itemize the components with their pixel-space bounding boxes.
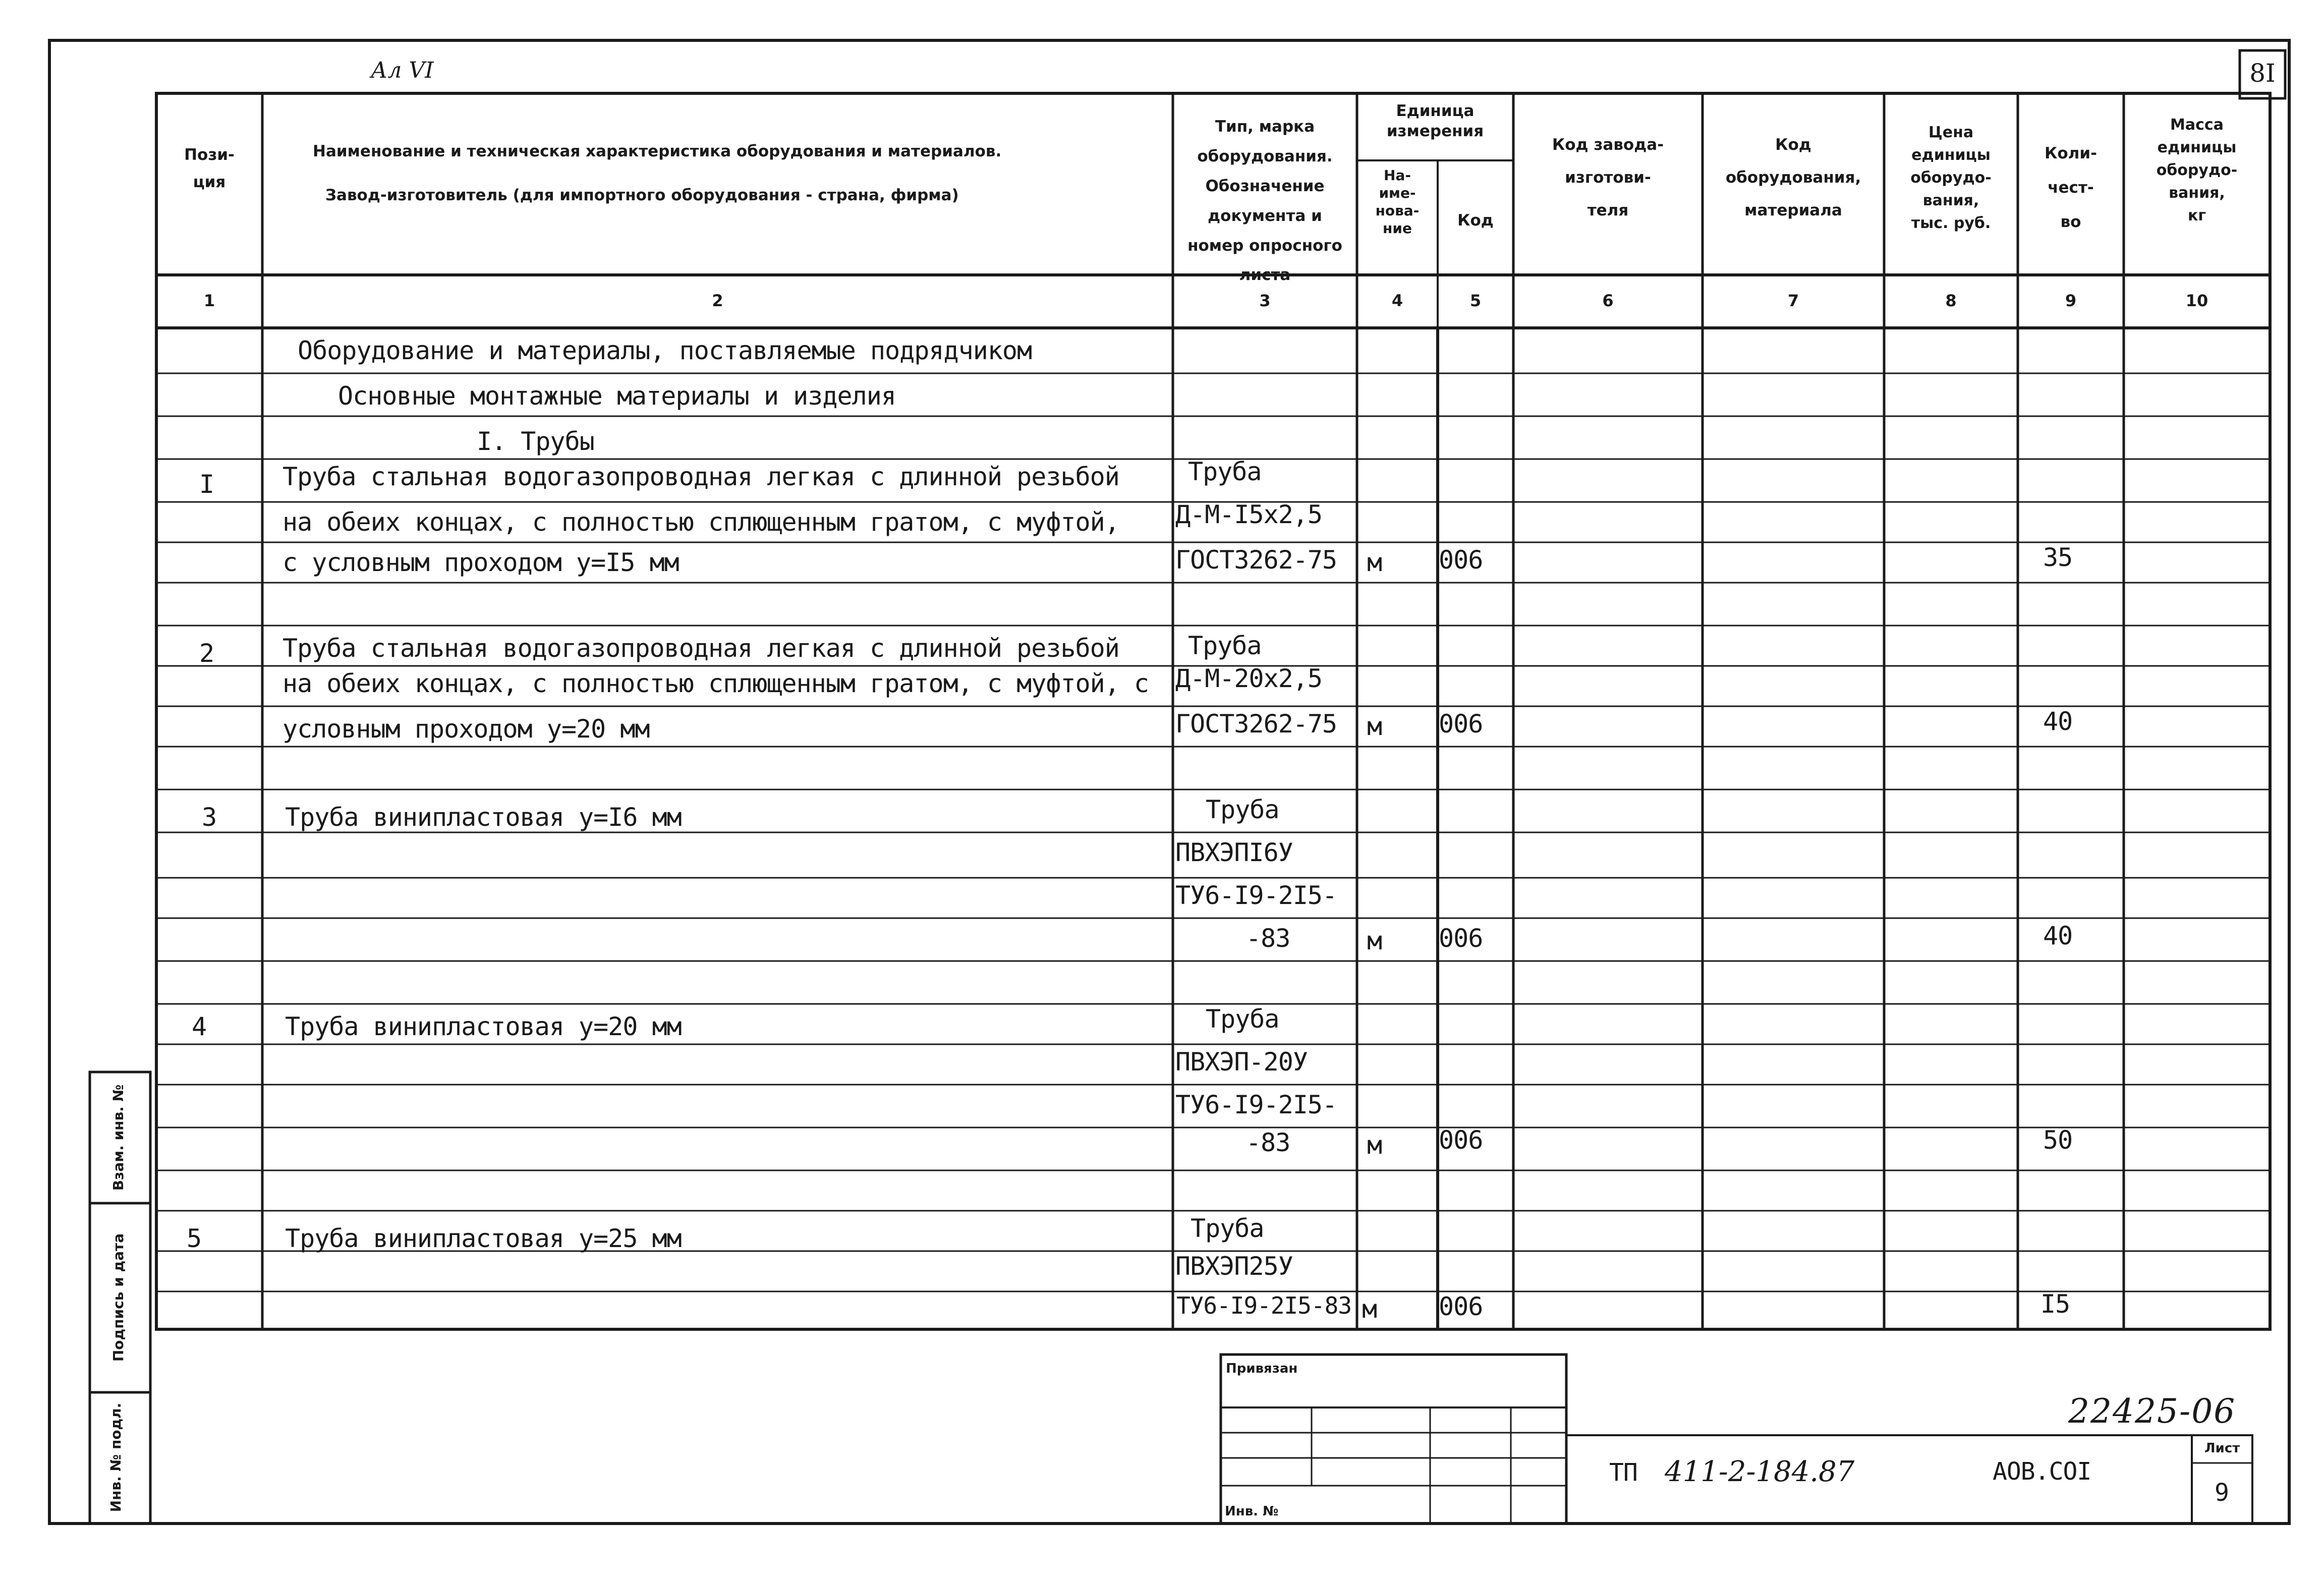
item-description: на обеих концах, с полностью сплющенным гратом, с муфтой, bbox=[282, 507, 1119, 537]
item-type: ГОСТ3262-75 bbox=[1175, 545, 1337, 575]
item-quantity: 50 bbox=[2043, 1125, 2073, 1155]
stamp-sheet-number: 9 bbox=[2215, 1479, 2229, 1507]
item-unit: м bbox=[1367, 712, 1382, 741]
item-quantity: 35 bbox=[2043, 543, 2073, 572]
item-description: Труба винипластовая у=20 мм bbox=[285, 1012, 682, 1041]
column-number: 10 bbox=[2185, 291, 2208, 310]
column-number: 7 bbox=[1787, 291, 1799, 310]
item-type: ПВХЭПI6У bbox=[1175, 838, 1293, 867]
item-description: Труба стальная водогазопроводная легкая с длинной резьбой bbox=[282, 462, 1119, 491]
item-unit-code: 006 bbox=[1439, 709, 1483, 739]
column-number: 8 bbox=[1945, 291, 1957, 310]
item-unit-code: 006 bbox=[1439, 1125, 1483, 1155]
item-quantity: 40 bbox=[2043, 707, 2073, 736]
stamp-project-number: 411-2-184.87 bbox=[1665, 1455, 1855, 1488]
item-type: Труба bbox=[1188, 457, 1262, 486]
item-type: ТУ6-I9-2I5- bbox=[1175, 1090, 1337, 1119]
section-subtitle: Основные монтажные материалы и изделия bbox=[338, 381, 896, 411]
header-type: Тип, марка оборудования. Обозначение документа и номер опросного листа bbox=[1187, 118, 1342, 285]
column-number: 5 bbox=[1469, 291, 1482, 310]
stamp-tp-label: ТП bbox=[1609, 1458, 1637, 1487]
album-mark: Ал VI bbox=[371, 58, 434, 83]
side-stamp-signature-date: Подпись и дата bbox=[110, 1233, 127, 1362]
column-number: 4 bbox=[1391, 291, 1403, 310]
header-equipment-code: Код оборудования, материала bbox=[1725, 136, 1861, 220]
header-position: Пози- ция bbox=[184, 146, 235, 192]
stamp-sheet-label: Лист bbox=[2204, 1441, 2240, 1456]
item-unit-code: 006 bbox=[1439, 545, 1483, 575]
header-unit: Единица измерения bbox=[1386, 102, 1484, 141]
column-number: 9 bbox=[2065, 291, 2077, 310]
item-type: ПВХЭП25У bbox=[1175, 1252, 1293, 1281]
header-unit-code: Код bbox=[1457, 211, 1494, 230]
item-unit-code: 006 bbox=[1439, 1292, 1483, 1321]
column-number: 6 bbox=[1602, 291, 1614, 310]
item-position: 5 bbox=[187, 1224, 202, 1253]
header-unit-name: На- име- нова- ние bbox=[1375, 167, 1420, 237]
item-description: Труба винипластовая у=25 мм bbox=[285, 1224, 682, 1253]
header-mass: Масса единицы оборудо- вания, кг bbox=[2156, 116, 2238, 224]
item-position: I bbox=[199, 470, 214, 499]
column-number: 1 bbox=[203, 291, 215, 310]
section-heading-pipes: I. Трубы bbox=[477, 427, 594, 456]
handwritten-registration-number: 22425-06 bbox=[2068, 1392, 2236, 1431]
stamp-inventory-label: Инв. № bbox=[1225, 1504, 1279, 1519]
header-quantity: Коли- чест- во bbox=[2045, 144, 2097, 232]
item-position: 3 bbox=[202, 803, 217, 832]
item-unit-code: 006 bbox=[1439, 924, 1483, 953]
item-unit: м bbox=[1367, 926, 1382, 955]
item-type: Д-М-20x2,5 bbox=[1175, 664, 1323, 693]
item-unit: м bbox=[1362, 1294, 1377, 1324]
side-stamp-replacement-inventory: Взам. инв. № bbox=[110, 1084, 127, 1191]
item-type: ГОСТ3262-75 bbox=[1175, 709, 1337, 739]
item-type: Д-М-I5x2,5 bbox=[1175, 500, 1323, 529]
item-description: с условным проходом у=I5 мм bbox=[282, 548, 679, 577]
item-type: -83 bbox=[1246, 924, 1290, 953]
item-quantity: 40 bbox=[2043, 921, 2073, 950]
item-description: на обеих концах, с полностью сплющенным гратом, с муфтой, с bbox=[282, 669, 1149, 698]
item-position: 4 bbox=[192, 1012, 207, 1041]
header-price: Цена единицы оборудо- вания, тыс. руб. bbox=[1910, 124, 1992, 232]
section-title: Оборудование и материалы, поставляемые подрядчиком bbox=[298, 336, 1032, 365]
item-unit: м bbox=[1367, 548, 1382, 577]
stamp-document-code: АОВ.СОI bbox=[1993, 1457, 2091, 1486]
header-factory-code: Код завода- изготови- теля bbox=[1552, 136, 1664, 220]
header-name-line2: Завод-изготовитель (для импортного оборудования - страна, фирма) bbox=[325, 186, 959, 204]
corner-sheet-number: 8I bbox=[2249, 59, 2276, 88]
column-number: 3 bbox=[1259, 291, 1271, 310]
column-number: 2 bbox=[712, 291, 723, 310]
header-name-line1: Наименование и техническая характеристика оборудования и материалов. bbox=[313, 142, 1002, 160]
item-description: условным проходом у=20 мм bbox=[282, 714, 650, 744]
item-type: Труба bbox=[1206, 795, 1279, 824]
item-description: Труба стальная водогазопроводная легкая с длинной резьбой bbox=[282, 634, 1119, 663]
item-type: -83 bbox=[1246, 1128, 1290, 1157]
item-type: Труба bbox=[1188, 631, 1262, 660]
item-type: Труба bbox=[1206, 1004, 1279, 1034]
side-stamp-original-inventory: Инв. № подл. bbox=[107, 1402, 124, 1512]
item-type: Труба bbox=[1191, 1214, 1264, 1243]
item-type: ТУ6-I9-2I5- bbox=[1175, 881, 1337, 910]
item-position: 2 bbox=[199, 639, 214, 668]
item-type: ПВХЭП-20У bbox=[1175, 1047, 1308, 1077]
stamp-attached-label: Привязан bbox=[1226, 1361, 1298, 1376]
item-unit: м bbox=[1367, 1131, 1382, 1160]
item-description: Труба винипластовая у=I6 мм bbox=[285, 803, 682, 832]
item-type: ТУ6-I9-2I5-83 bbox=[1176, 1292, 1352, 1319]
item-quantity: I5 bbox=[2040, 1289, 2070, 1319]
